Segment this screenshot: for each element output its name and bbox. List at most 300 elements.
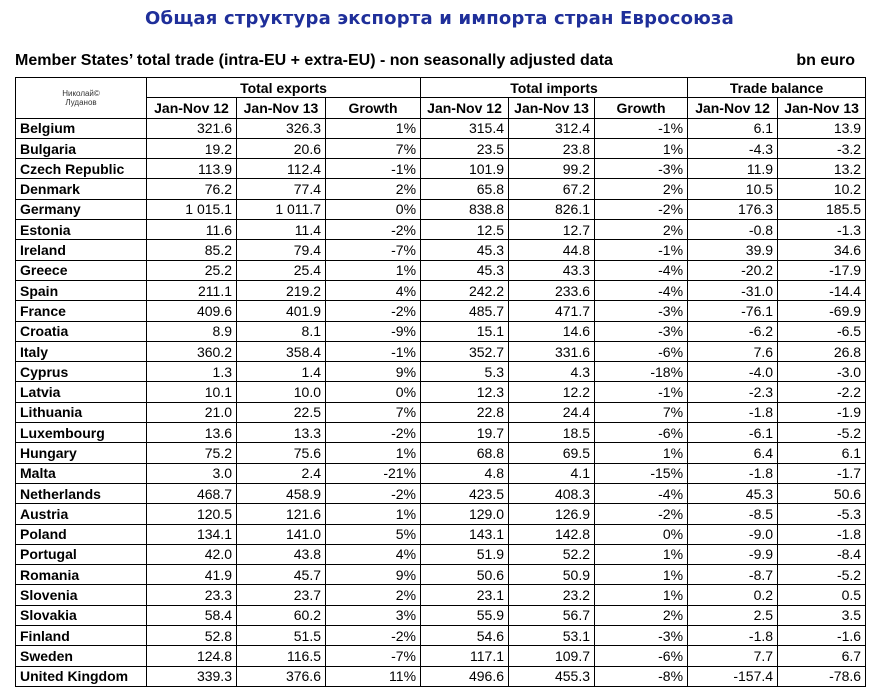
cell-exp-b: 326.3 [237,118,326,138]
cell-imp-g: 7% [595,402,688,422]
cell-bal-b: -1.6 [778,626,866,646]
cell-exp-b: 51.5 [237,626,326,646]
cell-exp-b: 116.5 [237,646,326,666]
country-name: Slovakia [16,605,147,625]
cell-imp-g: -18% [595,362,688,382]
table-row [16,220,866,240]
cell-exp-g: 4% [326,280,421,300]
cell-exp-b: 458.9 [237,483,326,503]
cell-imp-a: 22.8 [421,402,509,422]
cell-imp-b: 312.4 [509,118,595,138]
table-row [16,179,866,199]
col-imports-2012: Jan-Nov 12 [421,98,509,118]
cell-imp-b: 826.1 [509,199,595,219]
cell-imp-g: -2% [595,199,688,219]
cell-imp-b: 12.7 [509,220,595,240]
cell-bal-a: -1.8 [688,626,778,646]
cell-exp-b: 1 011.7 [237,199,326,219]
table-row [16,423,866,443]
table-row [16,240,866,260]
country-name: Finland [16,626,147,646]
table-row [16,443,866,463]
cell-exp-b: 112.4 [237,159,326,179]
cell-imp-a: 496.6 [421,666,509,686]
table-subtitle: Member States’ total trade (intra-EU + extra-EU) - non seasonally adjusted data [15,52,613,69]
cell-imp-b: 142.8 [509,524,595,544]
cell-exp-g: 7% [326,402,421,422]
page-title: Общая структура экспорта и импорта стран Евросоюза [145,8,734,29]
cell-exp-g: -2% [326,483,421,503]
cell-exp-b: 121.6 [237,504,326,524]
cell-bal-a: -4.0 [688,362,778,382]
cell-exp-a: 113.9 [147,159,237,179]
country-name: Germany [16,199,147,219]
cell-exp-a: 58.4 [147,605,237,625]
cell-bal-b: 0.5 [778,585,866,605]
cell-imp-g: -1% [595,382,688,402]
cell-bal-b: 26.8 [778,341,866,361]
cell-imp-a: 242.2 [421,280,509,300]
cell-exp-g: -1% [326,341,421,361]
cell-bal-a: 6.1 [688,118,778,138]
country-name: Cyprus [16,362,147,382]
cell-imp-b: 52.2 [509,544,595,564]
table-row [16,118,866,138]
country-name: Hungary [16,443,147,463]
cell-bal-a: -20.2 [688,260,778,280]
cell-imp-g: 2% [595,605,688,625]
cell-imp-a: 45.3 [421,260,509,280]
cell-exp-a: 42.0 [147,544,237,564]
cell-imp-g: -3% [595,321,688,341]
cell-exp-a: 52.8 [147,626,237,646]
cell-bal-b: 185.5 [778,199,866,219]
country-name: Lithuania [16,402,147,422]
table-row [16,605,866,625]
cell-exp-g: 2% [326,179,421,199]
cell-imp-b: 408.3 [509,483,595,503]
country-name: France [16,301,147,321]
cell-imp-a: 117.1 [421,646,509,666]
cell-exp-g: 11% [326,666,421,686]
country-name: Ireland [16,240,147,260]
cell-bal-b: 34.6 [778,240,866,260]
cell-bal-a: 39.9 [688,240,778,260]
cell-imp-a: 12.5 [421,220,509,240]
cell-exp-a: 8.9 [147,321,237,341]
group-total-exports: Total exports [147,78,421,98]
cell-bal-a: -1.8 [688,402,778,422]
cell-bal-a: 45.3 [688,483,778,503]
cell-bal-b: -5.2 [778,423,866,443]
cell-imp-g: 1% [595,585,688,605]
cell-imp-b: 43.3 [509,260,595,280]
cell-imp-a: 423.5 [421,483,509,503]
cell-bal-b: -5.3 [778,504,866,524]
table-body [16,118,866,686]
cell-exp-b: 11.4 [237,220,326,240]
cell-exp-g: -7% [326,240,421,260]
cell-bal-b: 13.9 [778,118,866,138]
cell-bal-b: 6.1 [778,443,866,463]
cell-bal-b: 3.5 [778,605,866,625]
cell-imp-b: 50.9 [509,565,595,585]
cell-bal-a: -2.3 [688,382,778,402]
cell-bal-a: -76.1 [688,301,778,321]
cell-bal-a: -1.8 [688,463,778,483]
cell-bal-a: 11.9 [688,159,778,179]
cell-exp-a: 339.3 [147,666,237,686]
cell-exp-a: 21.0 [147,402,237,422]
cell-bal-a: -6.1 [688,423,778,443]
table-row [16,362,866,382]
cell-exp-b: 2.4 [237,463,326,483]
cell-exp-g: 1% [326,504,421,524]
country-name: Estonia [16,220,147,240]
cell-bal-b: -1.3 [778,220,866,240]
country-name: United Kingdom [16,666,147,686]
cell-imp-g: -1% [595,118,688,138]
cell-imp-g: 1% [595,443,688,463]
country-name: Czech Republic [16,159,147,179]
cell-exp-a: 10.1 [147,382,237,402]
cell-exp-b: 219.2 [237,280,326,300]
cell-imp-b: 12.2 [509,382,595,402]
cell-bal-b: -1.7 [778,463,866,483]
cell-bal-b: -1.8 [778,524,866,544]
cell-bal-a: -9.9 [688,544,778,564]
table-row [16,524,866,544]
cell-bal-b: -69.9 [778,301,866,321]
cell-bal-a: -6.2 [688,321,778,341]
cell-exp-b: 10.0 [237,382,326,402]
cell-exp-a: 321.6 [147,118,237,138]
cell-exp-b: 75.6 [237,443,326,463]
country-name: Netherlands [16,483,147,503]
col-balance-2012: Jan-Nov 12 [688,98,778,118]
table-row [16,585,866,605]
table-row [16,199,866,219]
cell-exp-a: 134.1 [147,524,237,544]
country-name: Bulgaria [16,138,147,158]
country-name: Poland [16,524,147,544]
cell-imp-g: -4% [595,483,688,503]
cell-imp-g: -4% [595,280,688,300]
cell-exp-b: 141.0 [237,524,326,544]
table-row [16,341,866,361]
country-name: Spain [16,280,147,300]
cell-imp-b: 23.8 [509,138,595,158]
cell-exp-a: 85.2 [147,240,237,260]
cell-exp-a: 409.6 [147,301,237,321]
cell-imp-b: 18.5 [509,423,595,443]
header-group-row [16,78,866,98]
country-name: Luxembourg [16,423,147,443]
cell-bal-a: 7.7 [688,646,778,666]
table-row [16,666,866,686]
cell-imp-a: 54.6 [421,626,509,646]
cell-exp-a: 25.2 [147,260,237,280]
cell-imp-g: -3% [595,626,688,646]
cell-bal-b: -1.9 [778,402,866,422]
cell-exp-g: -2% [326,626,421,646]
cell-imp-g: -15% [595,463,688,483]
cell-exp-g: 1% [326,443,421,463]
cell-exp-b: 20.6 [237,138,326,158]
cell-exp-a: 120.5 [147,504,237,524]
cell-imp-a: 315.4 [421,118,509,138]
cell-bal-a: -4.3 [688,138,778,158]
cell-exp-b: 60.2 [237,605,326,625]
country-name: Belgium [16,118,147,138]
country-name: Latvia [16,382,147,402]
cell-imp-a: 352.7 [421,341,509,361]
unit-label: bn euro [796,52,855,69]
table-row [16,402,866,422]
cell-exp-g: 0% [326,199,421,219]
cell-bal-b: -5.2 [778,565,866,585]
cell-bal-a: -31.0 [688,280,778,300]
cell-imp-a: 143.1 [421,524,509,544]
col-exports-2013: Jan-Nov 13 [237,98,326,118]
cell-exp-b: 22.5 [237,402,326,422]
cell-bal-b: 6.7 [778,646,866,666]
cell-imp-b: 331.6 [509,341,595,361]
cell-exp-a: 23.3 [147,585,237,605]
group-total-imports: Total imports [421,78,688,98]
table-row [16,544,866,564]
cell-imp-a: 51.9 [421,544,509,564]
author-name-first: Николай© [62,88,100,98]
cell-imp-a: 4.8 [421,463,509,483]
cell-imp-a: 45.3 [421,240,509,260]
country-name: Malta [16,463,147,483]
col-exports-2012: Jan-Nov 12 [147,98,237,118]
cell-exp-b: 43.8 [237,544,326,564]
cell-imp-b: 44.8 [509,240,595,260]
cell-bal-a: -8.5 [688,504,778,524]
cell-exp-a: 211.1 [147,280,237,300]
group-trade-balance: Trade balance [688,78,866,98]
country-name: Croatia [16,321,147,341]
col-balance-2013: Jan-Nov 13 [778,98,866,118]
cell-imp-b: 233.6 [509,280,595,300]
cell-exp-g: 1% [326,260,421,280]
cell-exp-a: 19.2 [147,138,237,158]
cell-exp-g: -9% [326,321,421,341]
cell-imp-a: 838.8 [421,199,509,219]
table-row [16,301,866,321]
cell-imp-b: 471.7 [509,301,595,321]
table-row [16,382,866,402]
cell-bal-b: -6.5 [778,321,866,341]
cell-bal-b: -78.6 [778,666,866,686]
cell-imp-g: 2% [595,179,688,199]
cell-imp-b: 109.7 [509,646,595,666]
cell-bal-b: -17.9 [778,260,866,280]
cell-imp-g: -2% [595,504,688,524]
cell-imp-b: 99.2 [509,159,595,179]
cell-imp-g: -6% [595,423,688,443]
country-name: Romania [16,565,147,585]
table-row [16,260,866,280]
cell-exp-b: 401.9 [237,301,326,321]
cell-exp-b: 79.4 [237,240,326,260]
cell-exp-a: 360.2 [147,341,237,361]
cell-bal-a: 7.6 [688,341,778,361]
cell-imp-g: -4% [595,260,688,280]
cell-exp-g: 1% [326,118,421,138]
cell-imp-a: 129.0 [421,504,509,524]
cell-imp-a: 101.9 [421,159,509,179]
cell-exp-b: 23.7 [237,585,326,605]
cell-imp-g: -8% [595,666,688,686]
cell-imp-a: 68.8 [421,443,509,463]
cell-exp-g: 5% [326,524,421,544]
cell-exp-a: 1 015.1 [147,199,237,219]
cell-bal-a: -8.7 [688,565,778,585]
cell-exp-a: 3.0 [147,463,237,483]
cell-exp-b: 376.6 [237,666,326,686]
author-name-last: Луданов [65,97,97,107]
country-name: Italy [16,341,147,361]
cell-imp-g: 1% [595,138,688,158]
cell-bal-b: 50.6 [778,483,866,503]
cell-imp-a: 19.7 [421,423,509,443]
cell-exp-b: 77.4 [237,179,326,199]
cell-bal-a: 2.5 [688,605,778,625]
table-row [16,483,866,503]
cell-bal-b: -2.2 [778,382,866,402]
country-name: Slovenia [16,585,147,605]
cell-imp-a: 5.3 [421,362,509,382]
table-row [16,646,866,666]
table-row [16,626,866,646]
cell-imp-a: 55.9 [421,605,509,625]
cell-exp-a: 75.2 [147,443,237,463]
cell-bal-a: -9.0 [688,524,778,544]
cell-exp-g: 9% [326,362,421,382]
cell-exp-g: -21% [326,463,421,483]
cell-exp-g: 4% [326,544,421,564]
cell-exp-b: 1.4 [237,362,326,382]
cell-bal-a: 176.3 [688,199,778,219]
cell-imp-a: 485.7 [421,301,509,321]
col-imports-growth: Growth [595,98,688,118]
cell-exp-g: -7% [326,646,421,666]
country-name: Portugal [16,544,147,564]
cell-imp-g: 1% [595,565,688,585]
cell-exp-a: 468.7 [147,483,237,503]
country-name: Denmark [16,179,147,199]
cell-imp-g: -6% [595,646,688,666]
cell-exp-b: 45.7 [237,565,326,585]
country-name: Sweden [16,646,147,666]
cell-exp-g: 9% [326,565,421,585]
cell-imp-b: 126.9 [509,504,595,524]
cell-imp-g: 0% [595,524,688,544]
cell-imp-a: 50.6 [421,565,509,585]
cell-exp-a: 76.2 [147,179,237,199]
cell-exp-b: 13.3 [237,423,326,443]
cell-imp-a: 65.8 [421,179,509,199]
table-row [16,565,866,585]
cell-imp-a: 12.3 [421,382,509,402]
cell-bal-b: 10.2 [778,179,866,199]
cell-imp-b: 69.5 [509,443,595,463]
cell-exp-g: -2% [326,423,421,443]
cell-exp-g: 2% [326,585,421,605]
author-cell [16,78,147,119]
cell-imp-g: -1% [595,240,688,260]
table-row [16,159,866,179]
country-name: Greece [16,260,147,280]
cell-exp-b: 25.4 [237,260,326,280]
cell-imp-b: 4.3 [509,362,595,382]
cell-exp-g: 7% [326,138,421,158]
cell-exp-a: 124.8 [147,646,237,666]
cell-imp-a: 23.5 [421,138,509,158]
cell-imp-b: 56.7 [509,605,595,625]
cell-exp-b: 8.1 [237,321,326,341]
cell-exp-g: -2% [326,220,421,240]
country-name: Austria [16,504,147,524]
col-exports-growth: Growth [326,98,421,118]
cell-exp-a: 11.6 [147,220,237,240]
cell-bal-a: 6.4 [688,443,778,463]
cell-bal-b: -3.2 [778,138,866,158]
col-imports-2013: Jan-Nov 13 [509,98,595,118]
cell-exp-g: -1% [326,159,421,179]
cell-exp-g: -2% [326,301,421,321]
table-row [16,280,866,300]
cell-bal-b: 13.2 [778,159,866,179]
cell-imp-g: -3% [595,301,688,321]
trade-table [15,77,866,687]
cell-bal-b: -8.4 [778,544,866,564]
cell-imp-g: 2% [595,220,688,240]
cell-bal-a: -0.8 [688,220,778,240]
cell-bal-a: 0.2 [688,585,778,605]
table-row [16,463,866,483]
cell-exp-g: 0% [326,382,421,402]
cell-bal-b: -14.4 [778,280,866,300]
cell-bal-a: -157.4 [688,666,778,686]
cell-imp-b: 455.3 [509,666,595,686]
cell-imp-a: 15.1 [421,321,509,341]
cell-exp-a: 1.3 [147,362,237,382]
cell-exp-b: 358.4 [237,341,326,361]
cell-imp-g: -3% [595,159,688,179]
cell-imp-b: 14.6 [509,321,595,341]
table-row [16,138,866,158]
cell-bal-b: -3.0 [778,362,866,382]
cell-imp-b: 23.2 [509,585,595,605]
cell-imp-b: 24.4 [509,402,595,422]
cell-exp-a: 41.9 [147,565,237,585]
cell-imp-g: 1% [595,544,688,564]
cell-imp-g: -6% [595,341,688,361]
cell-imp-b: 67.2 [509,179,595,199]
cell-bal-a: 10.5 [688,179,778,199]
cell-imp-b: 4.1 [509,463,595,483]
cell-exp-a: 13.6 [147,423,237,443]
cell-imp-b: 53.1 [509,626,595,646]
table-row [16,321,866,341]
cell-exp-g: 3% [326,605,421,625]
cell-imp-a: 23.1 [421,585,509,605]
table-row [16,504,866,524]
